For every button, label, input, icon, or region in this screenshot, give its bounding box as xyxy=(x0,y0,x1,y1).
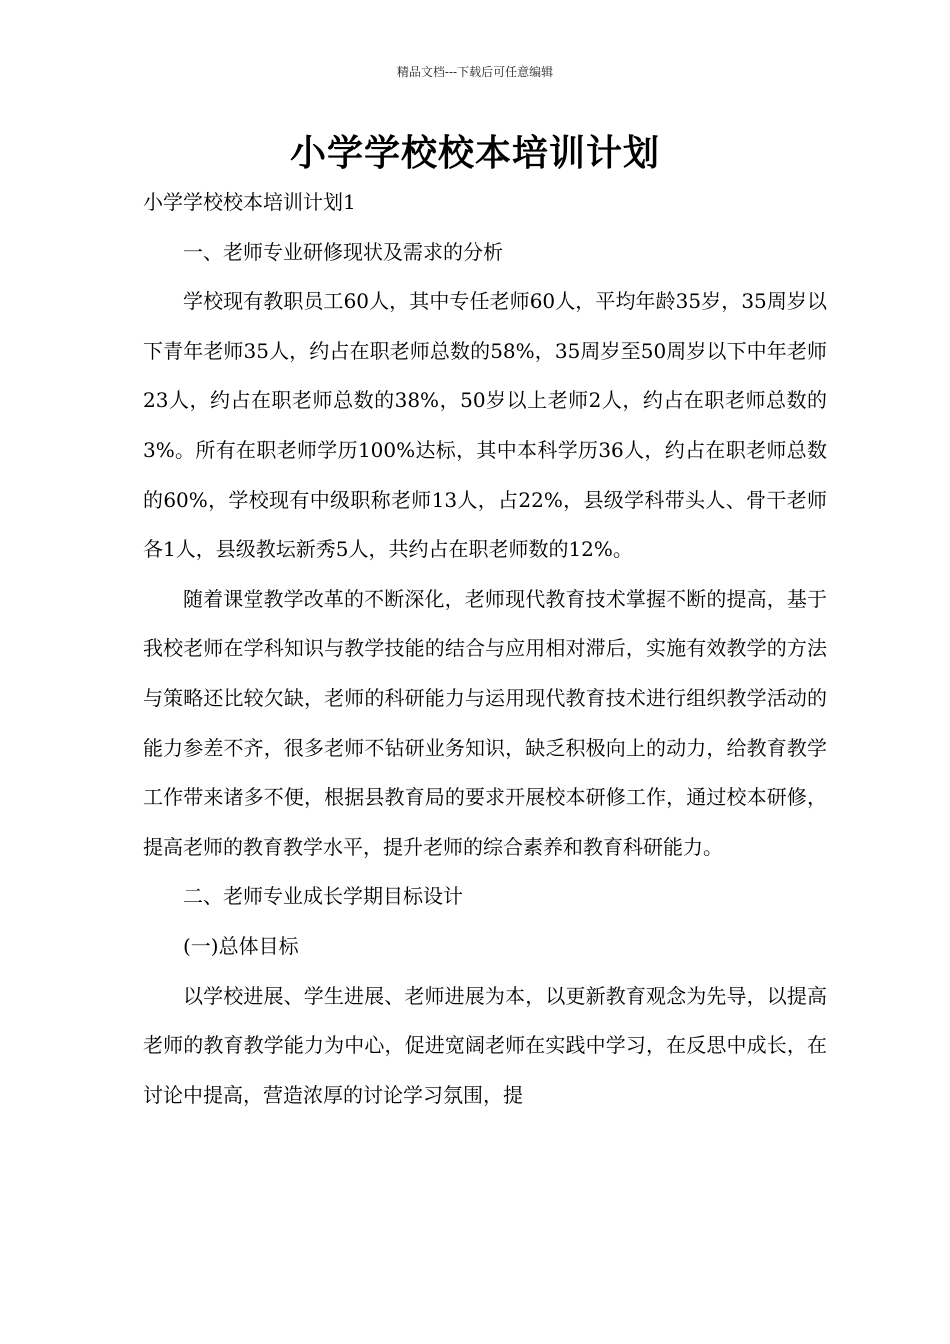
subsection-heading: (一)总体目标 xyxy=(183,933,299,958)
section-heading: 一、老师专业研修现状及需求的分析 xyxy=(183,239,503,264)
document-title: 小学学校校本培训计划 xyxy=(289,132,660,174)
header-note: 精品文档---下载后可任意编辑 xyxy=(396,65,554,79)
paragraph: 以学校进展、学生进展、老师进展为本，以更新教育观念为先导，以提高老师的教育教学能力为中心，促进宽阔老师在实践中学习，在反思中成长，在讨论中提高，营造浓厚的讨论学习氛围，提 xyxy=(143,983,827,1107)
section-subtitle: 小学学校校本培训计划1 xyxy=(143,190,356,214)
paragraph: 学校现有教职员工60人，其中专任老师60人，平均年龄35岁，35周岁以下青年老师35人，约占在职老师总数的58%，35周岁至50周岁以下中年老师23人，约占在职老师总数的38%，50岁以上老师2人，约占在职老师总数的3%。所有在职老师学历100%达标，其中本科学历36人，约占在职老师总数的60%，学校现有中级职称老师13人，占22%，县级学科带头人、骨干老师各1人，县级教坛新秀5人，共约占在职老师数的12%。 xyxy=(143,289,827,562)
document-body xyxy=(143,178,827,1120)
section-heading: 二、老师专业成长学期目标设计 xyxy=(183,884,463,909)
paragraph: 随着课堂教学改革的不断深化，老师现代教育技术掌握不断的提高，基于我校老师在学科知识与教学技能的结合与应用相对滞后，实施有效教学的方法与策略还比较欠缺，老师的科研能力与运用现代教育技术进行组织教学活动的能力参差不齐，很多老师不钻研业务知识，缺乏积极向上的动力，给教育教学工作带来诸多不便，根据县教育局的要求开展校本研修工作，通过校本研修，提高老师的教育教学水平，提升老师的综合素养和教育科研能力。 xyxy=(143,586,827,859)
